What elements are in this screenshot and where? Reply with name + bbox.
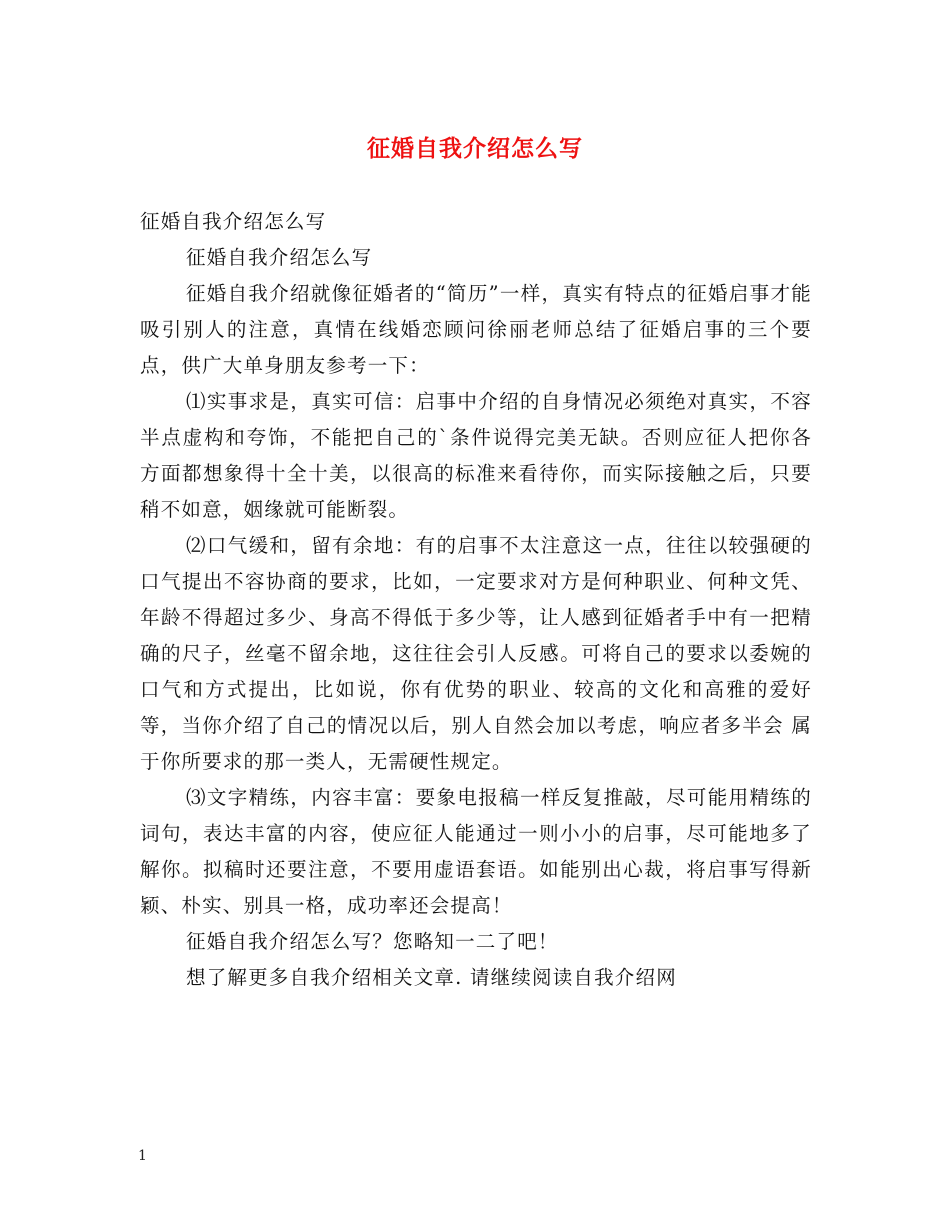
document-title: 征婚自我介绍怎么写: [367, 135, 583, 162]
paragraph-summary: 征婚自我介绍怎么写？您略知一二了吧！: [186, 930, 559, 953]
paragraph-more-info: 想了解更多自我介绍相关文章. 请继续阅读自我介绍网: [186, 966, 677, 989]
paragraph-heading: 征婚自我介绍怎么写: [140, 210, 327, 233]
paragraph-point-1: ⑴实事求是，真实可信：启事中介绍的自身情况必须绝对真实，不容半点虚构和夸饰，不能把自己的`条件说得完美无缺。否则应征人把你各方面都想象得十全十美，以很高的标准来看待你，而实际接触之后，只要稍不如意，姻缘就可能断裂。: [140, 390, 812, 521]
paragraph-subheading: 征婚自我介绍怎么写: [186, 246, 373, 269]
document-body: [140, 204, 812, 996]
paragraph-point-3: ⑶文字精练，内容丰富：要象电报稿一样反复推敲，尽可能用精练的词句，表达丰富的内容，使应征人能通过一则小小的启事，尽可能地多了解你。拟稿时还要注意，不要用虚语套语。如能别出心裁，将启事写得新颖、朴实、别具一格，成功率还会提高！: [140, 786, 812, 917]
paragraph-point-2: ⑵口气缓和，留有余地：有的启事不太注意这一点，往往以较强硬的口气提出不容协商的要求，比如，一定要求对方是何种职业、何种文凭、年龄不得超过多少、身高不得低于多少等，让人感到征婚者手中有一把精确的尺子，丝毫不留余地，这往往会引人反感。可将自己的要求以委婉的口气和方式提出，比如说，你有优势的职业、较高的文化和高雅的爱好等，当你介绍了自己的情况以后，别人自然会加以考虑，响应者多半会 属于你所要求的那一类人，无需硬性规定。: [140, 534, 812, 773]
page-number: 1: [138, 1148, 147, 1164]
paragraph-intro: 征婚自我介绍就像征婚者的“简历”一样，真实有特点的征婚启事才能吸引别人的注意，真情在线婚恋顾问徐丽老师总结了征婚启事的三个要点，供广大单身朋友参考一下：: [140, 282, 812, 377]
